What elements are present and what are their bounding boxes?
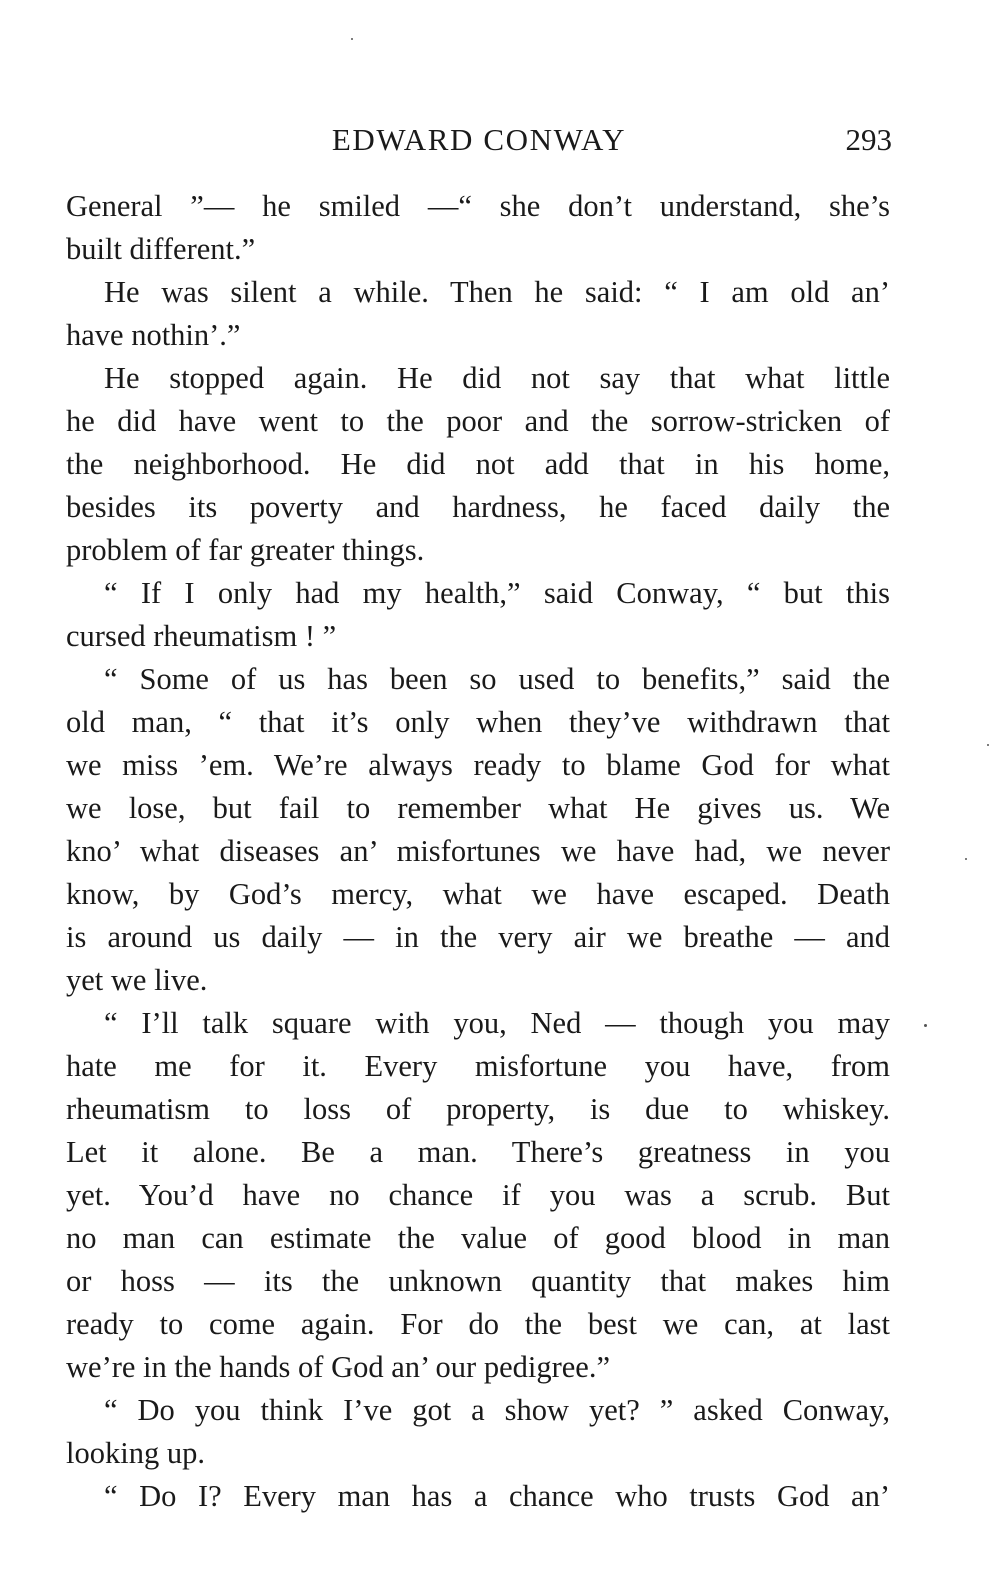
scan-speck xyxy=(987,744,989,746)
running-head xyxy=(66,118,892,166)
text-line: yet we live. xyxy=(66,963,208,997)
text-line: He was silent a while. Then he said: “ I am old an’ xyxy=(104,275,890,309)
scan-speck xyxy=(924,1024,927,1027)
text-line: have nothin’.” xyxy=(66,318,241,352)
text-line: “ Some of us has been so used to benefits,” said the xyxy=(104,662,890,696)
text-line: Let it alone. Be a man. There’s greatness in you xyxy=(66,1135,890,1169)
text-line: hate me for it. Every misfortune you have, from xyxy=(66,1049,890,1083)
text-line: we lose, but fail to remember what He gives us. We xyxy=(66,791,890,825)
text-line: built different.” xyxy=(66,232,256,266)
text-line: cursed rheumatism ! ” xyxy=(66,619,337,653)
text-line: “ Do you think I’ve got a show yet? ” asked Conway, xyxy=(104,1393,890,1427)
text-line: or hoss — its the unknown quantity that makes him xyxy=(66,1264,890,1298)
text-line: he did have went to the poor and the sorrow-stricken of xyxy=(66,404,890,438)
text-line: no man can estimate the value of good blood in man xyxy=(66,1221,890,1255)
page-number: 293 xyxy=(845,122,892,157)
text-line: we’re in the hands of God an’ our pedigree.” xyxy=(66,1350,610,1384)
text-line: kno’ what diseases an’ misfortunes we have had, we never xyxy=(66,834,890,868)
scan-speck xyxy=(351,38,353,40)
text-line: ready to come again. For do the best we can, at last xyxy=(66,1307,890,1341)
text-line: know, by God’s mercy, what we have escaped. Death xyxy=(66,877,890,911)
scan-speck xyxy=(965,858,967,860)
text-line: “ I’ll talk square with you, Ned — though you may xyxy=(104,1006,890,1040)
text-line: the neighborhood. He did not add that in his home, xyxy=(66,447,890,481)
text-line: “ If I only had my health,” said Conway, “ but this xyxy=(104,576,890,610)
text-line: He stopped again. He did not say that what little xyxy=(104,361,890,395)
text-line: is around us daily — in the very air we breathe — and xyxy=(66,920,890,954)
text-line: General ”— he smiled —“ she don’t understand, she’s xyxy=(66,189,890,223)
text-line: we miss ’em. We’re always ready to blame God for what xyxy=(66,748,890,782)
text-line: looking up. xyxy=(66,1436,205,1470)
running-title: EDWARD CONWAY xyxy=(331,122,627,157)
text-line: old man, “ that it’s only when they’ve withdrawn that xyxy=(66,705,890,739)
body-text xyxy=(66,185,890,1518)
text-line: “ Do I? Every man has a chance who trusts God an’ xyxy=(104,1479,890,1513)
text-line: besides its poverty and hardness, he faced daily the xyxy=(66,490,890,524)
text-line: rheumatism to loss of property, is due to whiskey. xyxy=(66,1092,890,1126)
text-line: problem of far greater things. xyxy=(66,533,425,567)
text-line: yet. You’d have no chance if you was a scrub. But xyxy=(66,1178,890,1212)
